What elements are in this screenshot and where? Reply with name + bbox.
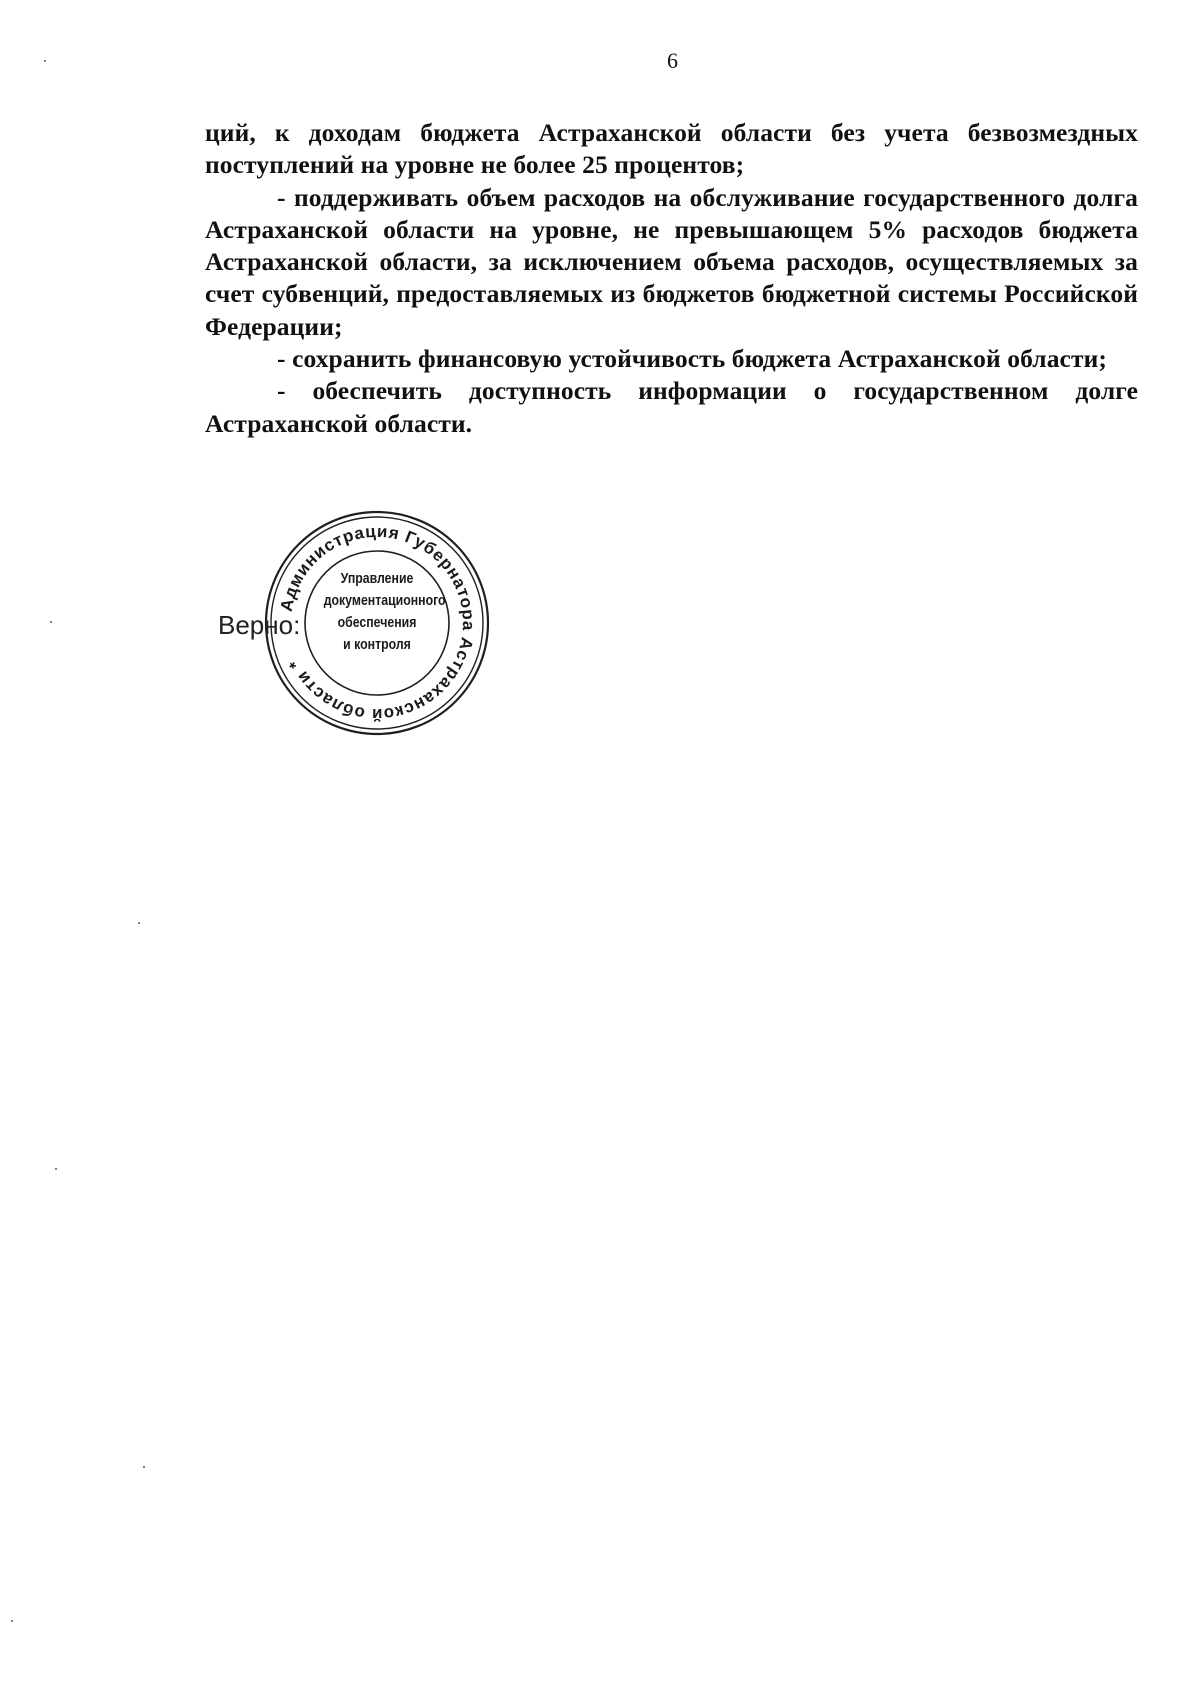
scan-speck xyxy=(44,60,46,62)
paragraph-4: - обеспечить доступность информации о государственном долге Астраханской области. xyxy=(205,376,1138,438)
scan-speck xyxy=(55,1168,57,1170)
paragraph-2: - поддерживать объем расходов на обслуживание государственного долга Астраханской области на уровне, не превышающем 5% расходов бюджета Астраханской области, за исключением объема расходов, осуществляемых за счет субвенций, предоставляемых из бюджетов бюджетной системы Российской Федерации; xyxy=(205,182,1138,341)
seal-line: обеспечения xyxy=(337,614,417,631)
paragraph-1: ций, к доходам бюджета Астраханской области без учета безвозмездных поступлений на уровне не более 25 процентов; xyxy=(205,118,1138,180)
scan-speck xyxy=(143,1466,145,1468)
official-seal xyxy=(262,508,492,738)
scan-speck xyxy=(138,922,140,924)
document-body xyxy=(205,117,1138,440)
scan-speck xyxy=(11,1620,13,1622)
verno-label: Верно: xyxy=(218,610,301,640)
scan-speck xyxy=(50,621,52,623)
seal-line: документационного xyxy=(323,592,446,609)
seal-line: и контроля xyxy=(343,636,411,653)
seal-line: Управление xyxy=(340,570,414,587)
seal-center-text xyxy=(323,568,446,656)
page-number: 6 xyxy=(667,48,678,73)
paragraph-3: - сохранить финансовую устойчивость бюджета Астраханской области; xyxy=(277,344,1107,374)
seal-ring-text: Администрация Губернатора Астраханской области * xyxy=(276,521,479,725)
